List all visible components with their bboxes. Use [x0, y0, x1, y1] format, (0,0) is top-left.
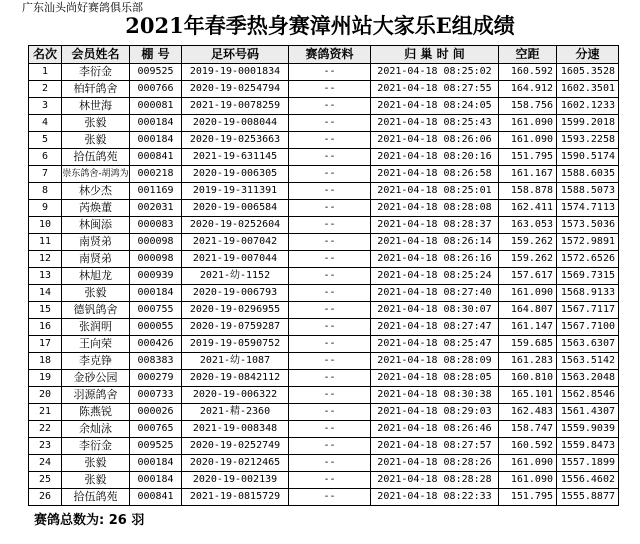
ring-number-cell: 2020-19-006305	[182, 166, 289, 183]
rank-cell: 7	[29, 166, 62, 183]
distance-cell: 158.756	[499, 98, 557, 115]
return-time-cell: 2021-04-18 08:24:05	[371, 98, 499, 115]
distance-cell: 160.592	[499, 438, 557, 455]
shed-number-cell: 000939	[130, 268, 182, 285]
member-name-cell: 张毅	[62, 285, 130, 302]
table-row	[29, 285, 619, 302]
speed-cell: 1555.8877	[557, 489, 619, 506]
ring-number-cell: 2021-幼-1152	[182, 268, 289, 285]
speed-cell: 1590.5174	[557, 149, 619, 166]
rank-cell: 17	[29, 336, 62, 353]
speed-cell: 1557.1899	[557, 455, 619, 472]
table-row	[29, 132, 619, 149]
shed-number-cell: 009525	[130, 438, 182, 455]
return-time-cell: 2021-04-18 08:20:16	[371, 149, 499, 166]
pigeon-info-cell: --	[289, 302, 371, 319]
rank-cell: 25	[29, 472, 62, 489]
ring-number-cell: 2021-19-0078259	[182, 98, 289, 115]
header-distance: 空距	[499, 46, 557, 64]
return-time-cell: 2021-04-18 08:26:58	[371, 166, 499, 183]
rank-cell: 20	[29, 387, 62, 404]
return-time-cell: 2021-04-18 08:28:26	[371, 455, 499, 472]
table-row	[29, 217, 619, 234]
return-time-cell: 2021-04-18 08:26:06	[371, 132, 499, 149]
shed-number-cell: 000766	[130, 81, 182, 98]
ring-number-cell: 2021-19-007044	[182, 251, 289, 268]
table-row	[29, 353, 619, 370]
speed-cell: 1588.5073	[557, 183, 619, 200]
rank-cell: 26	[29, 489, 62, 506]
table-row	[29, 149, 619, 166]
speed-cell: 1599.2018	[557, 115, 619, 132]
rank-cell: 3	[29, 98, 62, 115]
shed-number-cell: 000055	[130, 319, 182, 336]
member-name-cell: 林旭龙	[62, 268, 130, 285]
pigeon-info-cell: --	[289, 234, 371, 251]
return-time-cell: 2021-04-18 08:28:37	[371, 217, 499, 234]
distance-cell: 157.617	[499, 268, 557, 285]
return-time-cell: 2021-04-18 08:27:57	[371, 438, 499, 455]
header-rank: 名次	[29, 46, 62, 64]
pigeon-info-cell: --	[289, 285, 371, 302]
shed-number-cell: 000841	[130, 149, 182, 166]
rank-cell: 1	[29, 64, 62, 81]
pigeon-info-cell: --	[289, 336, 371, 353]
ring-number-cell: 2021-精-2360	[182, 404, 289, 421]
rank-cell: 24	[29, 455, 62, 472]
results-body	[29, 64, 619, 506]
speed-cell: 1573.5036	[557, 217, 619, 234]
distance-cell: 160.592	[499, 64, 557, 81]
distance-cell: 160.810	[499, 370, 557, 387]
speed-cell: 1559.8473	[557, 438, 619, 455]
pigeon-info-cell: --	[289, 251, 371, 268]
rank-cell: 13	[29, 268, 62, 285]
ring-number-cell: 2021-19-631145	[182, 149, 289, 166]
table-row	[29, 183, 619, 200]
rank-cell: 6	[29, 149, 62, 166]
total-count: 赛鸽总数为: 26 羽	[34, 513, 145, 528]
member-name-cell: 陈燕锐	[62, 404, 130, 421]
header-return-time: 归 巢 时 间	[371, 46, 499, 64]
member-name-cell: 芮焕董	[62, 200, 130, 217]
speed-cell: 1593.2258	[557, 132, 619, 149]
return-time-cell: 2021-04-18 08:28:09	[371, 353, 499, 370]
rank-cell: 15	[29, 302, 62, 319]
distance-cell: 151.795	[499, 489, 557, 506]
table-row	[29, 98, 619, 115]
distance-cell: 162.483	[499, 404, 557, 421]
shed-number-cell: 009525	[130, 64, 182, 81]
distance-cell: 158.878	[499, 183, 557, 200]
shed-number-cell: 000218	[130, 166, 182, 183]
rank-cell: 11	[29, 234, 62, 251]
distance-cell: 161.283	[499, 353, 557, 370]
member-name-cell: 南贤弟	[62, 234, 130, 251]
pigeon-info-cell: --	[289, 149, 371, 166]
table-row	[29, 234, 619, 251]
return-time-cell: 2021-04-18 08:27:47	[371, 319, 499, 336]
member-name-cell: 张毅	[62, 455, 130, 472]
distance-cell: 164.912	[499, 81, 557, 98]
speed-cell: 1563.2048	[557, 370, 619, 387]
return-time-cell: 2021-04-18 08:25:02	[371, 64, 499, 81]
member-name-cell: 王向荣	[62, 336, 130, 353]
pigeon-info-cell: --	[289, 370, 371, 387]
return-time-cell: 2021-04-18 08:26:14	[371, 234, 499, 251]
shed-number-cell: 000184	[130, 455, 182, 472]
shed-number-cell: 000765	[130, 421, 182, 438]
distance-cell: 161.090	[499, 132, 557, 149]
speed-cell: 1567.7100	[557, 319, 619, 336]
rank-cell: 10	[29, 217, 62, 234]
distance-cell: 159.262	[499, 234, 557, 251]
shed-number-cell: 000098	[130, 251, 182, 268]
ring-number-cell: 2020-19-0253663	[182, 132, 289, 149]
distance-cell: 161.090	[499, 285, 557, 302]
member-name-cell: 林闽添	[62, 217, 130, 234]
header-member: 会员姓名	[62, 46, 130, 64]
ring-number-cell: 2020-19-0254794	[182, 81, 289, 98]
return-time-cell: 2021-04-18 08:26:16	[371, 251, 499, 268]
distance-cell: 162.411	[499, 200, 557, 217]
table-row	[29, 336, 619, 353]
shed-number-cell: 000426	[130, 336, 182, 353]
return-time-cell: 2021-04-18 08:28:28	[371, 472, 499, 489]
return-time-cell: 2021-04-18 08:30:07	[371, 302, 499, 319]
distance-cell: 161.147	[499, 319, 557, 336]
ring-number-cell: 2020-19-0252749	[182, 438, 289, 455]
ring-number-cell: 2021-幼-1087	[182, 353, 289, 370]
pigeon-info-cell: --	[289, 387, 371, 404]
rank-cell: 19	[29, 370, 62, 387]
speed-cell: 1562.8546	[557, 387, 619, 404]
ring-number-cell: 2021-19-007042	[182, 234, 289, 251]
ring-number-cell: 2020-19-008044	[182, 115, 289, 132]
distance-cell: 158.747	[499, 421, 557, 438]
pigeon-info-cell: --	[289, 98, 371, 115]
member-name-cell: 李克铮	[62, 353, 130, 370]
speed-cell: 1563.5142	[557, 353, 619, 370]
pigeon-info-cell: --	[289, 217, 371, 234]
member-name-cell: 李衍金	[62, 438, 130, 455]
table-row	[29, 472, 619, 489]
distance-cell: 161.090	[499, 115, 557, 132]
member-name-cell: 余灿泳	[62, 421, 130, 438]
return-time-cell: 2021-04-18 08:30:38	[371, 387, 499, 404]
rank-cell: 22	[29, 421, 62, 438]
table-row	[29, 81, 619, 98]
distance-cell: 151.795	[499, 149, 557, 166]
rank-cell: 21	[29, 404, 62, 421]
rank-cell: 8	[29, 183, 62, 200]
rank-cell: 5	[29, 132, 62, 149]
return-time-cell: 2021-04-18 08:27:55	[371, 81, 499, 98]
table-row	[29, 370, 619, 387]
rank-cell: 12	[29, 251, 62, 268]
table-row	[29, 64, 619, 81]
shed-number-cell: 000184	[130, 285, 182, 302]
table-row	[29, 421, 619, 438]
return-time-cell: 2021-04-18 08:25:43	[371, 115, 499, 132]
member-name-cell: 柏轩鸽舍	[62, 81, 130, 98]
pigeon-info-cell: --	[289, 489, 371, 506]
member-name-cell: 张毅	[62, 115, 130, 132]
distance-cell: 161.090	[499, 472, 557, 489]
pigeon-info-cell: --	[289, 268, 371, 285]
speed-cell: 1602.1233	[557, 98, 619, 115]
header-ring: 足环号码	[182, 46, 289, 64]
rank-cell: 2	[29, 81, 62, 98]
shed-number-cell: 000083	[130, 217, 182, 234]
ring-number-cell: 2020-19-006793	[182, 285, 289, 302]
table-row	[29, 319, 619, 336]
ring-number-cell: 2020-19-0296955	[182, 302, 289, 319]
distance-cell: 165.101	[499, 387, 557, 404]
pigeon-info-cell: --	[289, 319, 371, 336]
member-name-cell: 德钒鸽舍	[62, 302, 130, 319]
ring-number-cell: 2020-19-0252604	[182, 217, 289, 234]
ring-number-cell: 2021-19-008348	[182, 421, 289, 438]
ring-number-cell: 2020-19-0842112	[182, 370, 289, 387]
member-name-cell: 南贤弟	[62, 251, 130, 268]
pigeon-info-cell: --	[289, 81, 371, 98]
club-name: 广东汕头尚好赛鸽俱乐部	[22, 1, 143, 14]
pigeon-info-cell: --	[289, 438, 371, 455]
ring-number-cell: 2019-19-311391	[182, 183, 289, 200]
rank-cell: 9	[29, 200, 62, 217]
return-time-cell: 2021-04-18 08:28:08	[371, 200, 499, 217]
member-name-cell: 羽源鸽舍	[62, 387, 130, 404]
return-time-cell: 2021-04-18 08:29:03	[371, 404, 499, 421]
speed-cell: 1569.7315	[557, 268, 619, 285]
ring-number-cell: 2020-19-006322	[182, 387, 289, 404]
member-name-cell: 林世海	[62, 98, 130, 115]
shed-number-cell: 000081	[130, 98, 182, 115]
return-time-cell: 2021-04-18 08:22:33	[371, 489, 499, 506]
speed-cell: 1561.4307	[557, 404, 619, 421]
member-name-cell: 崇东鸽舍-胡鸿为	[62, 166, 130, 183]
pigeon-info-cell: --	[289, 115, 371, 132]
rank-cell: 18	[29, 353, 62, 370]
ring-number-cell: 2020-19-0212465	[182, 455, 289, 472]
table-row	[29, 268, 619, 285]
table-row	[29, 166, 619, 183]
pigeon-info-cell: --	[289, 404, 371, 421]
table-row	[29, 489, 619, 506]
member-name-cell: 拾伍鸽苑	[62, 149, 130, 166]
pigeon-info-cell: --	[289, 200, 371, 217]
table-row	[29, 455, 619, 472]
ring-number-cell: 2020-19-002139	[182, 472, 289, 489]
header-info: 赛鸽资料	[289, 46, 371, 64]
ring-number-cell: 2019-19-0001834	[182, 64, 289, 81]
shed-number-cell: 000841	[130, 489, 182, 506]
page-title: 2021年春季热身赛漳州站大家乐E组成绩	[125, 13, 515, 38]
shed-number-cell: 000279	[130, 370, 182, 387]
shed-number-cell: 000184	[130, 132, 182, 149]
pigeon-info-cell: --	[289, 132, 371, 149]
speed-cell: 1572.6526	[557, 251, 619, 268]
distance-cell: 161.167	[499, 166, 557, 183]
shed-number-cell: 000184	[130, 115, 182, 132]
member-name-cell: 林少杰	[62, 183, 130, 200]
pigeon-info-cell: --	[289, 353, 371, 370]
shed-number-cell: 008383	[130, 353, 182, 370]
table-header-row	[29, 46, 619, 64]
pigeon-info-cell: --	[289, 64, 371, 81]
speed-cell: 1567.7117	[557, 302, 619, 319]
rank-cell: 14	[29, 285, 62, 302]
return-time-cell: 2021-04-18 08:26:46	[371, 421, 499, 438]
rank-cell: 4	[29, 115, 62, 132]
distance-cell: 164.807	[499, 302, 557, 319]
shed-number-cell: 000098	[130, 234, 182, 251]
member-name-cell: 张润明	[62, 319, 130, 336]
return-time-cell: 2021-04-18 08:27:40	[371, 285, 499, 302]
shed-number-cell: 001169	[130, 183, 182, 200]
ring-number-cell: 2019-19-0590752	[182, 336, 289, 353]
shed-number-cell: 000755	[130, 302, 182, 319]
table-row	[29, 387, 619, 404]
results-table	[28, 45, 619, 506]
member-name-cell: 张毅	[62, 132, 130, 149]
shed-number-cell: 000733	[130, 387, 182, 404]
shed-number-cell: 000026	[130, 404, 182, 421]
return-time-cell: 2021-04-18 08:25:24	[371, 268, 499, 285]
shed-number-cell: 002031	[130, 200, 182, 217]
speed-cell: 1588.6035	[557, 166, 619, 183]
table-row	[29, 404, 619, 421]
table-row	[29, 200, 619, 217]
distance-cell: 161.090	[499, 455, 557, 472]
distance-cell: 159.262	[499, 251, 557, 268]
return-time-cell: 2021-04-18 08:25:47	[371, 336, 499, 353]
header-speed: 分速	[557, 46, 619, 64]
pigeon-info-cell: --	[289, 455, 371, 472]
rank-cell: 16	[29, 319, 62, 336]
member-name-cell: 拾伍鸽苑	[62, 489, 130, 506]
speed-cell: 1602.3501	[557, 81, 619, 98]
return-time-cell: 2021-04-18 08:25:01	[371, 183, 499, 200]
pigeon-info-cell: --	[289, 421, 371, 438]
speed-cell: 1605.3528	[557, 64, 619, 81]
speed-cell: 1556.4602	[557, 472, 619, 489]
table-row	[29, 251, 619, 268]
speed-cell: 1568.9133	[557, 285, 619, 302]
table-row	[29, 438, 619, 455]
header-shed: 棚 号	[130, 46, 182, 64]
table-row	[29, 115, 619, 132]
speed-cell: 1574.7113	[557, 200, 619, 217]
member-name-cell: 李衍金	[62, 64, 130, 81]
distance-cell: 163.053	[499, 217, 557, 234]
pigeon-info-cell: --	[289, 472, 371, 489]
member-name-cell: 张毅	[62, 472, 130, 489]
shed-number-cell: 000184	[130, 472, 182, 489]
speed-cell: 1572.9891	[557, 234, 619, 251]
ring-number-cell: 2020-19-006584	[182, 200, 289, 217]
distance-cell: 159.685	[499, 336, 557, 353]
rank-cell: 23	[29, 438, 62, 455]
ring-number-cell: 2021-19-0815729	[182, 489, 289, 506]
pigeon-info-cell: --	[289, 183, 371, 200]
table-row	[29, 302, 619, 319]
ring-number-cell: 2020-19-0759287	[182, 319, 289, 336]
return-time-cell: 2021-04-18 08:28:05	[371, 370, 499, 387]
pigeon-info-cell: --	[289, 166, 371, 183]
speed-cell: 1563.6307	[557, 336, 619, 353]
speed-cell: 1559.9039	[557, 421, 619, 438]
member-name-cell: 金砂公园	[62, 370, 130, 387]
